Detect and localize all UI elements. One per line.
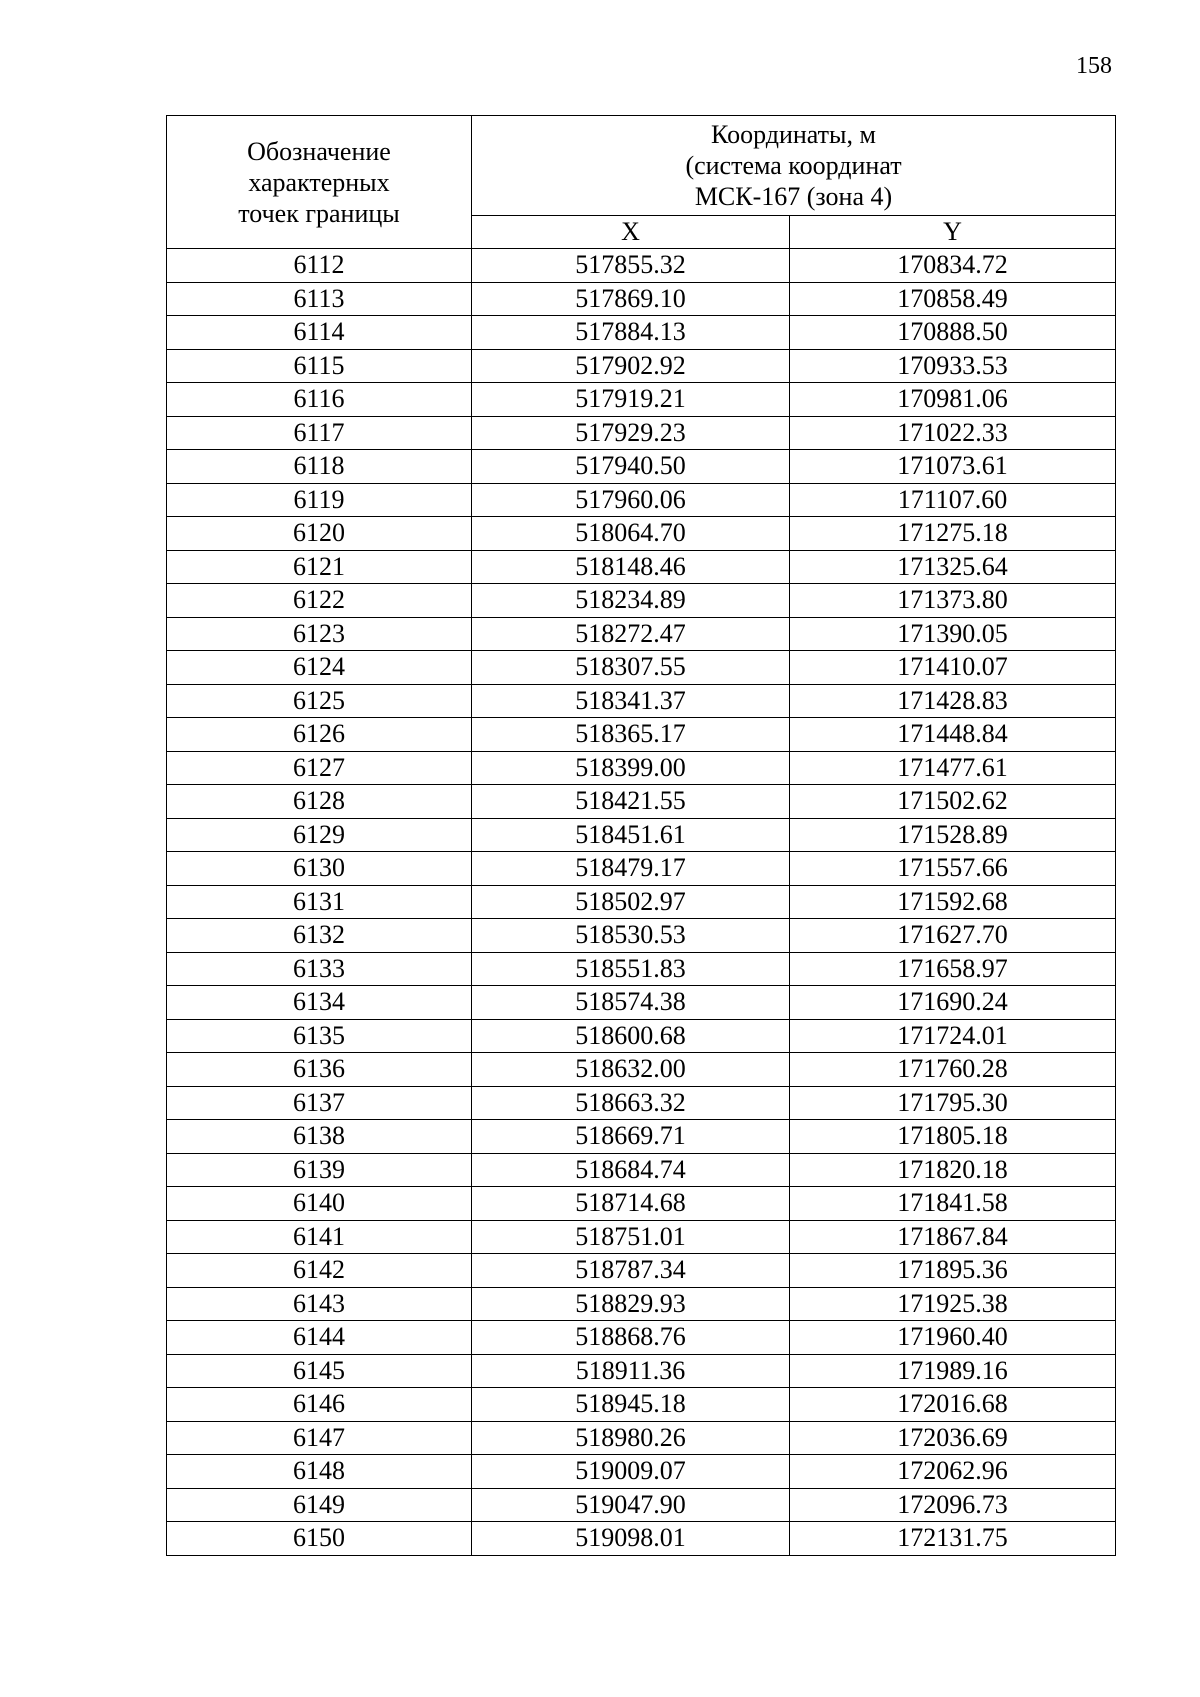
y-coordinate-cell: 171275.18 — [790, 517, 1116, 551]
table-row — [167, 383, 1116, 417]
y-coordinate-cell: 172036.69 — [790, 1421, 1116, 1455]
point-id-cell: 6124 — [167, 651, 472, 685]
x-coordinate-cell: 518451.61 — [472, 818, 790, 852]
point-id-cell: 6142 — [167, 1254, 472, 1288]
y-coordinate-cell: 171841.58 — [790, 1187, 1116, 1221]
table-row — [167, 1086, 1116, 1120]
x-coordinate-cell: 518714.68 — [472, 1187, 790, 1221]
x-coordinate-cell: 518530.53 — [472, 919, 790, 953]
point-id-cell: 6133 — [167, 952, 472, 986]
x-coordinate-cell: 518600.68 — [472, 1019, 790, 1053]
table-row — [167, 986, 1116, 1020]
x-coordinate-cell: 517940.50 — [472, 450, 790, 484]
table-row — [167, 952, 1116, 986]
table-row — [167, 1522, 1116, 1556]
y-coordinate-cell: 171960.40 — [790, 1321, 1116, 1355]
point-id-cell: 6112 — [167, 249, 472, 283]
x-coordinate-cell: 518502.97 — [472, 885, 790, 919]
point-id-cell: 6120 — [167, 517, 472, 551]
x-coordinate-cell: 519009.07 — [472, 1455, 790, 1489]
point-id-cell: 6131 — [167, 885, 472, 919]
y-coordinate-cell: 171895.36 — [790, 1254, 1116, 1288]
table-row — [167, 349, 1116, 383]
point-id-cell: 6129 — [167, 818, 472, 852]
y-coordinate-cell: 171373.80 — [790, 584, 1116, 618]
point-id-cell: 6116 — [167, 383, 472, 417]
table-row — [167, 1019, 1116, 1053]
table-row — [167, 450, 1116, 484]
x-coordinate-cell: 518868.76 — [472, 1321, 790, 1355]
y-coordinate-cell: 171107.60 — [790, 483, 1116, 517]
coordinates-table — [166, 115, 1116, 1556]
y-coordinate-cell: 171528.89 — [790, 818, 1116, 852]
x-coordinate-cell: 518632.00 — [472, 1053, 790, 1087]
point-id-cell: 6136 — [167, 1053, 472, 1087]
table-row — [167, 751, 1116, 785]
point-id-cell: 6149 — [167, 1488, 472, 1522]
table-row — [167, 1287, 1116, 1321]
table-row — [167, 249, 1116, 283]
x-coordinate-cell: 517902.92 — [472, 349, 790, 383]
y-coordinate-cell: 172016.68 — [790, 1388, 1116, 1422]
point-id-cell: 6141 — [167, 1220, 472, 1254]
point-id-cell: 6140 — [167, 1187, 472, 1221]
y-coordinate-cell: 171795.30 — [790, 1086, 1116, 1120]
point-id-cell: 6139 — [167, 1153, 472, 1187]
y-column-header: Y — [790, 215, 1116, 248]
y-coordinate-cell: 171428.83 — [790, 684, 1116, 718]
y-coordinate-cell: 171325.64 — [790, 550, 1116, 584]
point-id-cell: 6148 — [167, 1455, 472, 1489]
x-coordinate-cell: 518272.47 — [472, 617, 790, 651]
y-coordinate-cell: 172131.75 — [790, 1522, 1116, 1556]
y-coordinate-cell: 171502.62 — [790, 785, 1116, 819]
x-coordinate-cell: 518829.93 — [472, 1287, 790, 1321]
table-row — [167, 1120, 1116, 1154]
point-id-cell: 6147 — [167, 1421, 472, 1455]
point-id-cell: 6122 — [167, 584, 472, 618]
x-coordinate-cell: 517929.23 — [472, 416, 790, 450]
table-row — [167, 1053, 1116, 1087]
point-id-cell: 6113 — [167, 282, 472, 316]
y-coordinate-cell: 171477.61 — [790, 751, 1116, 785]
header-line: Координаты, м — [711, 119, 876, 149]
y-coordinate-cell: 171448.84 — [790, 718, 1116, 752]
y-coordinate-cell: 172096.73 — [790, 1488, 1116, 1522]
x-coordinate-cell: 518663.32 — [472, 1086, 790, 1120]
coordinates-header — [472, 116, 1116, 216]
y-coordinate-cell: 171805.18 — [790, 1120, 1116, 1154]
x-coordinate-cell: 517855.32 — [472, 249, 790, 283]
y-coordinate-cell: 170834.72 — [790, 249, 1116, 283]
x-coordinate-cell: 518399.00 — [472, 751, 790, 785]
table-row — [167, 1321, 1116, 1355]
x-coordinate-cell: 518574.38 — [472, 986, 790, 1020]
x-coordinate-cell: 518365.17 — [472, 718, 790, 752]
y-coordinate-cell: 170933.53 — [790, 349, 1116, 383]
point-designation-header — [167, 116, 472, 249]
y-coordinate-cell: 171022.33 — [790, 416, 1116, 450]
point-id-cell: 6118 — [167, 450, 472, 484]
header-line: характерных — [248, 167, 390, 197]
x-coordinate-cell: 518421.55 — [472, 785, 790, 819]
table-row — [167, 316, 1116, 350]
point-id-cell: 6126 — [167, 718, 472, 752]
y-coordinate-cell: 171867.84 — [790, 1220, 1116, 1254]
table-row — [167, 651, 1116, 685]
point-id-cell: 6134 — [167, 986, 472, 1020]
table-row — [167, 785, 1116, 819]
y-coordinate-cell: 171627.70 — [790, 919, 1116, 953]
x-coordinate-cell: 518234.89 — [472, 584, 790, 618]
y-coordinate-cell: 171410.07 — [790, 651, 1116, 685]
y-coordinate-cell: 171690.24 — [790, 986, 1116, 1020]
header-line: (система координат — [685, 150, 902, 180]
x-coordinate-cell: 518341.37 — [472, 684, 790, 718]
table-row — [167, 1220, 1116, 1254]
point-id-cell: 6128 — [167, 785, 472, 819]
point-id-cell: 6135 — [167, 1019, 472, 1053]
table-header — [167, 116, 1116, 249]
table-row — [167, 1388, 1116, 1422]
point-id-cell: 6132 — [167, 919, 472, 953]
x-coordinate-cell: 518751.01 — [472, 1220, 790, 1254]
point-id-cell: 6137 — [167, 1086, 472, 1120]
point-id-cell: 6115 — [167, 349, 472, 383]
table-row — [167, 1153, 1116, 1187]
x-coordinate-cell: 518980.26 — [472, 1421, 790, 1455]
table-row — [167, 1187, 1116, 1221]
table-row — [167, 1421, 1116, 1455]
table-row — [167, 852, 1116, 886]
table-row — [167, 416, 1116, 450]
table-row — [167, 584, 1116, 618]
table-body — [167, 249, 1116, 1556]
header-line: МСК-167 (зона 4) — [694, 181, 893, 211]
header-line: точек границы — [238, 198, 400, 228]
point-id-cell: 6119 — [167, 483, 472, 517]
table-row — [167, 684, 1116, 718]
table-row — [167, 282, 1116, 316]
x-coordinate-cell: 519047.90 — [472, 1488, 790, 1522]
point-id-cell: 6123 — [167, 617, 472, 651]
y-coordinate-cell: 171557.66 — [790, 852, 1116, 886]
x-coordinate-cell: 518669.71 — [472, 1120, 790, 1154]
point-id-cell: 6138 — [167, 1120, 472, 1154]
x-column-header: X — [472, 215, 790, 248]
x-coordinate-cell: 518551.83 — [472, 952, 790, 986]
y-coordinate-cell: 171658.97 — [790, 952, 1116, 986]
y-coordinate-cell: 170981.06 — [790, 383, 1116, 417]
x-coordinate-cell: 517869.10 — [472, 282, 790, 316]
point-id-cell: 6144 — [167, 1321, 472, 1355]
table-row — [167, 1488, 1116, 1522]
x-coordinate-cell: 518064.70 — [472, 517, 790, 551]
y-coordinate-cell: 171820.18 — [790, 1153, 1116, 1187]
point-id-cell: 6145 — [167, 1354, 472, 1388]
point-id-cell: 6146 — [167, 1388, 472, 1422]
table-row — [167, 1354, 1116, 1388]
y-coordinate-cell: 170888.50 — [790, 316, 1116, 350]
y-coordinate-cell: 171760.28 — [790, 1053, 1116, 1087]
table-row — [167, 885, 1116, 919]
table-row — [167, 617, 1116, 651]
header-line: Обозначение — [247, 136, 391, 166]
table-row — [167, 550, 1116, 584]
y-coordinate-cell: 171073.61 — [790, 450, 1116, 484]
x-coordinate-cell: 517960.06 — [472, 483, 790, 517]
point-id-cell: 6130 — [167, 852, 472, 886]
x-coordinate-cell: 517919.21 — [472, 383, 790, 417]
point-id-cell: 6114 — [167, 316, 472, 350]
x-coordinate-cell: 518911.36 — [472, 1354, 790, 1388]
point-id-cell: 6150 — [167, 1522, 472, 1556]
point-id-cell: 6127 — [167, 751, 472, 785]
x-coordinate-cell: 518945.18 — [472, 1388, 790, 1422]
point-id-cell: 6121 — [167, 550, 472, 584]
page-number: 158 — [1076, 53, 1112, 79]
x-coordinate-cell: 517884.13 — [472, 316, 790, 350]
y-coordinate-cell: 170858.49 — [790, 282, 1116, 316]
x-coordinate-cell: 519098.01 — [472, 1522, 790, 1556]
x-coordinate-cell: 518684.74 — [472, 1153, 790, 1187]
y-coordinate-cell: 172062.96 — [790, 1455, 1116, 1489]
table-row — [167, 718, 1116, 752]
x-coordinate-cell: 518479.17 — [472, 852, 790, 886]
y-coordinate-cell: 171925.38 — [790, 1287, 1116, 1321]
point-id-cell: 6143 — [167, 1287, 472, 1321]
y-coordinate-cell: 171989.16 — [790, 1354, 1116, 1388]
x-coordinate-cell: 518307.55 — [472, 651, 790, 685]
table-row — [167, 1254, 1116, 1288]
x-coordinate-cell: 518787.34 — [472, 1254, 790, 1288]
point-id-cell: 6117 — [167, 416, 472, 450]
table-row — [167, 919, 1116, 953]
x-coordinate-cell: 518148.46 — [472, 550, 790, 584]
y-coordinate-cell: 171724.01 — [790, 1019, 1116, 1053]
table-row — [167, 818, 1116, 852]
table-row — [167, 1455, 1116, 1489]
y-coordinate-cell: 171592.68 — [790, 885, 1116, 919]
y-coordinate-cell: 171390.05 — [790, 617, 1116, 651]
table-row — [167, 517, 1116, 551]
point-id-cell: 6125 — [167, 684, 472, 718]
table-row — [167, 483, 1116, 517]
